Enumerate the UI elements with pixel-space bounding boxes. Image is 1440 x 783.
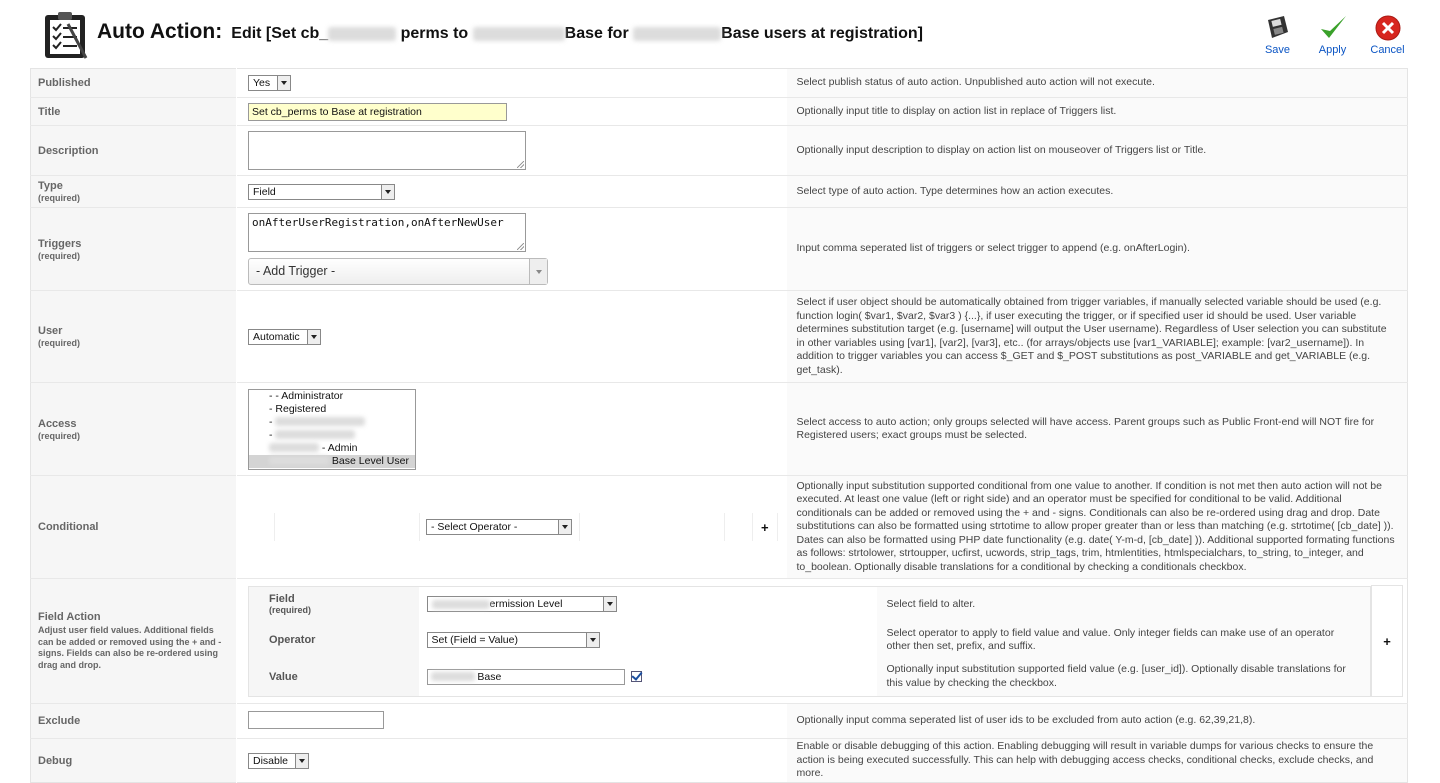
debug-label: Debug (38, 754, 73, 767)
row-type (31, 176, 1408, 208)
field-action-description: Adjust user field values. Additional fields can be added or removed using the + and - signs. Fields can also be re-ordered using drag and drop. (38, 625, 222, 670)
add-conditional-button[interactable]: + (752, 513, 778, 541)
row-debug (31, 739, 1408, 783)
operator-value: Set (Field = Value) (431, 634, 518, 646)
field-action-table (248, 586, 1371, 697)
type-value: Field (253, 185, 276, 198)
row-access (31, 383, 1408, 476)
published-select[interactable] (248, 75, 291, 91)
checkmark-icon (1318, 14, 1348, 42)
operator-label: Operator (269, 634, 316, 646)
dropdown-arrow-icon (586, 633, 599, 647)
access-option[interactable]: - Registered (269, 402, 327, 415)
conditional-right-value[interactable] (579, 513, 724, 541)
user-select[interactable] (248, 329, 321, 345)
row-published (31, 69, 1408, 98)
dropdown-arrow-icon (277, 76, 290, 90)
triggers-help: Input comma seperated list of triggers or select trigger to append (e.g. onAfterLogin). (787, 208, 1408, 291)
apply-button[interactable] (1305, 10, 1360, 60)
description-label: Description (38, 144, 99, 157)
debug-select[interactable] (248, 753, 309, 769)
title-part-2: perms to (400, 25, 469, 42)
triggers-value: onAfterUserRegistration,onAfterNewUser (252, 216, 504, 229)
row-field-action (31, 579, 1408, 704)
field-label: Field (269, 593, 295, 606)
conditional-help: Optionally input substitution supported conditional from one value to another. If condition is not met then auto action will not be executed. At least one value (left or right side) and an operator must be specified for conditional to be valid. Additional conditionals can be added or removed using the + and - signs. Conditionals can also be re-ordered using drag and drop. Date substitutions can also be formatted using strtotime to allow proper greater than or less than matching (e.g. strtotime( [cb_date] )). Dates can also be formatted using PHP date functionality (e.g. date( Y-m-d, [cb_date] )). Additional supported formating functions as follows: strtolower, strtoupper, ucfirst, ucwords, strip_tags, trim, htmlentities, htmlspecialchars, to_string, to_integer, and to_boolean. Optionally disable translations for a conditional by checking a conditionals checkbox. (787, 476, 1408, 579)
title-help: Optionally input title to display on action list in replace of Triggers list. (787, 98, 1408, 126)
field-help: Select field to alter. (877, 586, 1371, 622)
dropdown-arrow-icon (307, 330, 320, 344)
published-value: Yes (253, 77, 271, 89)
access-required: (required) (38, 430, 81, 441)
access-option-label: - (269, 415, 273, 428)
dropdown-arrow-icon (295, 754, 308, 768)
conditional-operator-value: - Select Operator - (431, 521, 518, 533)
triggers-label: Triggers (38, 237, 82, 250)
redacted-text (328, 27, 396, 41)
clipboard-checklist-icon (42, 10, 90, 60)
redacted-text (633, 27, 721, 41)
access-multiselect[interactable] (248, 389, 416, 470)
type-help: Select type of auto action. Type determines how an action executes. (787, 176, 1408, 208)
field-value: ermission Level (489, 598, 563, 611)
row-exclude (31, 704, 1408, 739)
conditional-row (248, 513, 778, 541)
published-help: Select publish status of auto action. Unpublished auto action will not execute. (787, 69, 1408, 98)
title-part-4: Base users at registration] (721, 25, 923, 42)
conditional-left-value[interactable] (274, 513, 419, 541)
triggers-textarea[interactable] (248, 213, 526, 252)
redacted-text (269, 443, 319, 452)
dropdown-arrow-icon (603, 597, 616, 611)
access-option-label: - (269, 428, 273, 441)
exclude-label: Exclude (38, 715, 81, 727)
page-title-sub (231, 25, 923, 42)
page-title (97, 20, 923, 44)
redacted-text (432, 600, 490, 609)
exclude-help: Optionally input comma seperated list of user ids to be excluded from auto action (e.g. 62,39,21,8). (787, 704, 1408, 739)
dropdown-arrow-icon (529, 259, 547, 284)
description-help: Optionally input description to display on action list on mouseover of Triggers list or Title. (787, 126, 1408, 176)
type-label: Type (38, 180, 63, 192)
toolbar (1250, 10, 1415, 60)
access-option-label: - Admin (321, 441, 358, 454)
field-select[interactable] (427, 596, 617, 612)
save-button[interactable] (1250, 10, 1305, 60)
dropdown-arrow-icon (558, 520, 571, 534)
debug-help: Enable or disable debugging of this action. Enabling debugging will result in variable dumps for various checks to ensure the action is being executed successfully. This can help with debugging access checks, conditional checks, exclude checks, and more. (787, 739, 1408, 783)
access-option[interactable] (249, 429, 415, 442)
resize-grip-icon[interactable] (517, 243, 524, 250)
value-text: Base (477, 670, 502, 683)
redacted-text (473, 27, 565, 41)
field-action-label: Field Action (38, 611, 101, 623)
field-required: (required) (269, 605, 312, 616)
title-part-1: Edit [Set cb_ (231, 25, 329, 42)
value-translate-checkbox[interactable] (631, 671, 642, 682)
conditional-translate[interactable] (724, 513, 752, 541)
add-trigger-select[interactable] (248, 258, 548, 285)
access-option[interactable] (249, 416, 415, 429)
page-title-main: Auto Action: (97, 20, 223, 43)
triggers-required: (required) (38, 250, 81, 261)
conditional-label: Conditional (38, 521, 99, 533)
user-value: Automatic (253, 330, 300, 343)
floppy-disk-icon (1264, 14, 1292, 42)
drag-handle[interactable] (248, 513, 274, 541)
cancel-label: Cancel (1370, 44, 1405, 56)
conditional-operator-select[interactable] (426, 519, 572, 535)
cancel-x-icon (1374, 14, 1402, 42)
type-required: (required) (38, 193, 81, 203)
dropdown-arrow-icon (381, 185, 394, 199)
user-required: (required) (38, 338, 81, 348)
value-label: Value (269, 670, 298, 683)
auto-action-form (30, 68, 1408, 783)
title-label: Title (38, 105, 61, 118)
type-select[interactable] (248, 184, 395, 200)
operator-select[interactable] (427, 632, 600, 648)
title-part-3: Base for (564, 25, 629, 42)
row-conditional (31, 476, 1408, 579)
user-label: User (38, 325, 63, 337)
access-option-selected[interactable] (249, 455, 415, 468)
row-user (31, 291, 1408, 383)
access-help: Select access to auto action; only groups selected will have access. Parent groups such as Public Front-end will NOT fire for Registered users; exact groups must be selected. (787, 383, 1408, 476)
published-label: Published (38, 77, 91, 89)
apply-label: Apply (1318, 44, 1347, 56)
debug-value: Disable (253, 754, 289, 767)
redacted-text (269, 456, 329, 465)
access-label: Access (38, 417, 77, 430)
add-trigger-placeholder: - Add Trigger - (256, 264, 336, 278)
row-triggers (31, 208, 1408, 291)
row-title (31, 98, 1408, 126)
access-option[interactable] (249, 442, 415, 455)
redacted-text (275, 430, 355, 439)
exclude-input[interactable] (248, 711, 384, 729)
resize-grip-icon[interactable] (517, 161, 524, 168)
redacted-text (431, 672, 475, 681)
value-input[interactable] (427, 669, 625, 685)
add-field-button[interactable]: + (1372, 586, 1403, 697)
redacted-text (275, 417, 365, 426)
page-header (30, 6, 1419, 64)
user-help: Select if user object should be automatically obtained from trigger variables, if manually selected variable should be used (e.g. function login( $var1, $var2, $var3 ) {...}, if user executing the trigger, or if specified user id should be used. User variable determines substitution target (e.g. [username] will output the User username). Regardless of User selection you can substitute in other variables using [var1], [var2], [var3], etc.. (for arrays/objects use [var1_VARIABLE]; example: [var2_username]). In addition to trigger variables you can access $_GET and $_POST substitutions as post_VARIABLE and get_VARIABLE (e.g. get_task). (787, 291, 1408, 383)
cancel-button[interactable] (1360, 10, 1415, 60)
description-textarea[interactable] (248, 131, 526, 170)
row-description (31, 126, 1408, 176)
access-option[interactable]: - - Administrator (269, 389, 344, 402)
save-label: Save (1264, 44, 1291, 56)
access-option-label: Base Level User (331, 454, 409, 467)
value-help: Optionally input substitution supported field value (e.g. [user_id]). Optionally disable translations for this value by checking the checkbox. (877, 658, 1371, 696)
title-input[interactable]: Set cb_perms to Base at registration (248, 103, 507, 121)
operator-help: Select operator to apply to field value and value. Only integer fields can make use of an operator other then set, prefix, and suffix. (877, 622, 1371, 658)
